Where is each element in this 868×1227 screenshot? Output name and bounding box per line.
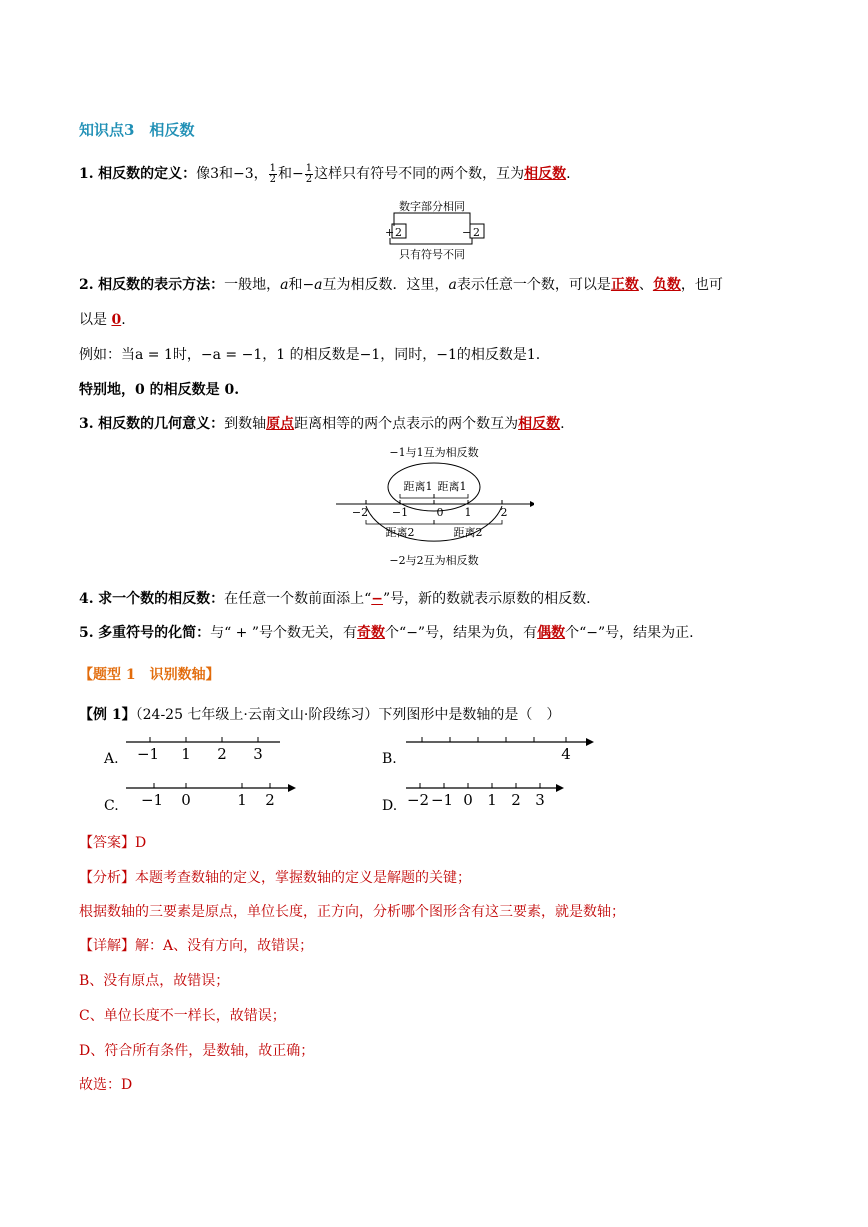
diagram2-top-label: −1与1互为相反数 (389, 446, 479, 459)
option-c-label-neg1: −1 (140, 791, 164, 809)
opposite-number-diagram (372, 196, 492, 262)
diagram2-tick-0: 0 (436, 506, 444, 519)
diagram2-dist2-left: 距离2 (385, 526, 415, 539)
p4-num: 4. (79, 591, 94, 607)
diagram2-dist1-right: 距离1 (437, 480, 467, 493)
p5-answer-even: 偶数 (537, 625, 566, 641)
option-d-label-0: 0 (463, 791, 473, 809)
diagram1-left-sign: + (385, 226, 395, 239)
special-line: 特别地，0 的相反数是 0. (79, 382, 240, 398)
paragraph-4 (79, 588, 591, 608)
p1-head: 相反数的定义： (98, 166, 197, 182)
diagram2-tick-neg2: −2 (351, 506, 369, 519)
option-d-label-1: 1 (487, 791, 497, 809)
diagram1-bottom-label: 只有符号不同 (399, 248, 465, 261)
option-c-letter: C. (104, 798, 119, 814)
option-c-label-0: 0 (181, 791, 191, 809)
p3-end: . (560, 416, 565, 432)
p2-var-neg-a: −a (302, 277, 323, 293)
type-title: 【题型 1 识别数轴】 (79, 667, 220, 683)
analysis-line: 【分析】本题考查数轴的定义，掌握数轴的定义是解题的关键； (79, 870, 471, 886)
p2-line2-pre: 以是 (79, 312, 107, 328)
p5-answer-odd: 奇数 (357, 625, 386, 641)
p2-var-a2: a (448, 277, 457, 293)
option-a-label-neg1: −1 (136, 745, 160, 763)
p5-t2: 个“−”号，结果为负，有 (385, 625, 538, 641)
p3-answer-origin: 原点 (266, 416, 295, 432)
p1-t1: 像3和−3， (196, 166, 268, 182)
diagram2-tick-2: 2 (500, 506, 508, 519)
analysis-line-2: 根据数轴的三要素是原点，单位长度，正方向，分析哪个图形含有这三要素，就是数轴； (79, 904, 625, 920)
p2-head: 相反数的表示方法： (98, 277, 225, 293)
p4-t2: ”号，新的数就表示原数的相反数. (382, 591, 591, 607)
p2-t5: ，也可 (680, 277, 723, 293)
p5-head: 多重符号的化简： (98, 625, 211, 641)
example-1-label: 【例 1】 (79, 707, 136, 723)
option-c-axis (124, 778, 300, 812)
diagram2-tick-1: 1 (464, 506, 472, 519)
p3-t1: 到数轴 (224, 416, 267, 432)
p2-t3: 互为相反数．这里， (322, 277, 449, 293)
option-a-letter: A. (104, 751, 119, 767)
section-title: 知识点3 相反数 (79, 121, 195, 139)
fraction-half-2: $\frac{1}{2}$ (305, 162, 313, 185)
option-b-axis (404, 732, 598, 766)
paragraph-2-line-2 (79, 309, 126, 329)
diagram1-left-num: 2 (395, 226, 402, 239)
option-d-label-2: 2 (511, 791, 521, 809)
p4-t1: 在任意一个数前面添上“ (224, 591, 372, 607)
p1-t2: 和− (278, 166, 304, 182)
p1-end: . (566, 166, 571, 182)
option-c-label-2: 2 (265, 791, 275, 809)
p4-head: 求一个数的相反数： (98, 591, 225, 607)
option-d-label-3: 3 (535, 791, 545, 809)
p2-answer-positive: 正数 (610, 277, 639, 293)
detail-line-2: B、没有原点，故错误； (79, 973, 230, 989)
p3-num: 3. (79, 416, 94, 432)
p2-var-a: a (280, 277, 289, 293)
p2-num: 2. (79, 277, 94, 293)
option-a-label-2: 2 (217, 745, 227, 763)
diagram2-tick-neg1: −1 (391, 506, 409, 519)
p2-line2-end: . (121, 312, 126, 328)
option-d-label-neg2: −2 (406, 791, 430, 809)
paragraph-5 (79, 622, 694, 642)
option-d-label-neg1: −1 (430, 791, 454, 809)
diagram2-dist1-left: 距离1 (403, 480, 433, 493)
geometric-meaning-diagram (334, 442, 534, 570)
fraction-half-1: $\frac{1}{2}$ (269, 162, 276, 185)
option-a-label-1: 1 (181, 745, 191, 763)
option-c-label-1: 1 (237, 791, 247, 809)
p1-t3: 这样只有符号不同的两个数，互为 (314, 166, 525, 182)
choice-line: 故选：D (79, 1077, 133, 1093)
p2-t1: 一般地， (224, 277, 281, 293)
option-b-label-4: 4 (561, 745, 571, 763)
example-line: 例如：当a = 1时，−a = −1，1 的相反数是−1，同时，−1的相反数是1. (79, 347, 541, 363)
p1-num: 1. (79, 166, 94, 182)
p5-num: 5. (79, 625, 94, 641)
p1-answer: 相反数 (524, 166, 567, 182)
p2-t4: 表示任意一个数，可以是 (456, 277, 611, 293)
option-a-label-3: 3 (253, 745, 263, 763)
paragraph-3 (79, 413, 565, 433)
p3-answer-opposite: 相反数 (518, 416, 561, 432)
p3-t2: 距离相等的两个点表示的两个数互为 (294, 416, 519, 432)
option-d-letter: D. (382, 798, 398, 814)
option-d-axis (404, 778, 568, 812)
p2-sep: 、 (638, 277, 653, 293)
detail-line-1: 【详解】解：A、没有方向，故错误； (79, 938, 314, 954)
answer-line: 【答案】D (79, 835, 147, 851)
option-b-letter: B. (382, 751, 397, 767)
p2-answer-zero: 0 (111, 312, 122, 328)
diagram1-right-num: 2 (473, 226, 480, 239)
p5-t1: 与“ + ”号个数无关，有 (210, 625, 358, 641)
p4-answer-minus: − (371, 591, 383, 607)
diagram1-right-sign: − (462, 226, 472, 239)
detail-line-4: D、符合所有条件，是数轴，故正确； (79, 1043, 315, 1059)
diagram2-bottom-label: −2与2互为相反数 (389, 554, 479, 567)
option-a-axis (124, 732, 284, 766)
detail-line-3: C、单位长度不一样长，故错误； (79, 1008, 286, 1024)
example-1 (79, 704, 560, 724)
p3-head: 相反数的几何意义： (98, 416, 225, 432)
p2-answer-negative: 负数 (652, 277, 681, 293)
paragraph-1 (79, 163, 571, 185)
diagram1-top-label: 数字部分相同 (399, 200, 465, 213)
p5-t3: 个“−”号，结果为正. (565, 625, 694, 641)
diagram2-dist2-right: 距离2 (453, 526, 483, 539)
paragraph-2 (79, 274, 723, 294)
example-1-text: （24-25 七年级上·云南文山·阶段练习）下列图形中是数轴的是（ ） (135, 707, 561, 723)
p2-t2: 和 (288, 277, 303, 293)
